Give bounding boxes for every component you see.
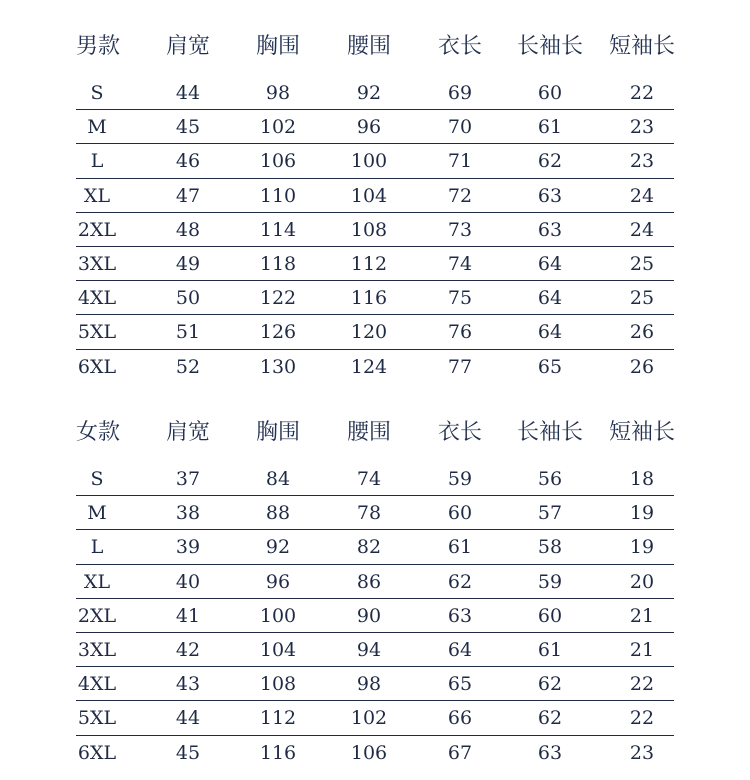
table-cell-long-sleeve: 60 <box>537 82 563 104</box>
table-cell-waist: 82 <box>356 536 382 559</box>
table-cell-waist: 96 <box>356 116 382 139</box>
men-header-short-sleeve: 短袖长 <box>608 34 675 59</box>
table-cell-length: 76 <box>447 321 473 344</box>
table-row <box>0 599 750 633</box>
table-cell-short-sleeve: 23 <box>629 150 655 173</box>
table-cell-shoulder: 44 <box>175 707 201 730</box>
table-cell-long-sleeve: 62 <box>537 707 563 730</box>
men-header-waist: 腰围 <box>346 34 391 59</box>
women-header-category: 女款 <box>75 420 120 445</box>
table-cell-waist: 124 <box>350 355 388 378</box>
table-cell-chest: 84 <box>265 468 291 490</box>
table-cell-size: XL <box>83 184 111 207</box>
table-cell-waist: 108 <box>350 218 388 241</box>
table-cell-long-sleeve: 62 <box>537 150 563 173</box>
table-cell-long-sleeve: 60 <box>537 604 563 627</box>
table-row <box>0 565 750 599</box>
table-cell-long-sleeve: 64 <box>537 287 563 310</box>
table-cell-long-sleeve: 63 <box>537 184 563 207</box>
table-cell-shoulder: 45 <box>175 116 201 139</box>
table-cell-shoulder: 46 <box>175 150 201 173</box>
table-row <box>0 462 750 496</box>
men-header-long-sleeve: 长袖长 <box>516 34 583 59</box>
table-cell-short-sleeve: 19 <box>629 502 655 525</box>
table-cell-waist: 86 <box>356 570 382 593</box>
table-cell-waist: 100 <box>350 150 388 173</box>
table-cell-shoulder: 51 <box>175 321 201 344</box>
table-cell-size: L <box>90 150 104 173</box>
women-header-shoulder: 肩宽 <box>165 420 210 445</box>
men-header-category: 男款 <box>75 34 120 59</box>
table-cell-shoulder: 40 <box>175 570 201 593</box>
table-cell-length: 64 <box>447 638 473 661</box>
table-cell-chest: 92 <box>265 536 291 559</box>
table-cell-long-sleeve: 65 <box>537 355 563 378</box>
table-cell-waist: 74 <box>356 468 382 490</box>
table-cell-shoulder: 38 <box>175 502 201 525</box>
table-cell-long-sleeve: 64 <box>537 321 563 344</box>
table-cell-length: 73 <box>447 218 473 241</box>
table-cell-chest: 104 <box>259 638 297 661</box>
women-header-long-sleeve: 长袖长 <box>516 420 583 445</box>
table-cell-waist: 106 <box>350 741 388 764</box>
table-cell-size: 4XL <box>77 287 117 310</box>
table-cell-shoulder: 48 <box>175 218 201 241</box>
table-cell-length: 74 <box>447 252 473 275</box>
table-cell-chest: 112 <box>259 707 297 730</box>
men-header-length: 衣长 <box>437 34 482 59</box>
table-row <box>0 76 750 110</box>
table-cell-short-sleeve: 19 <box>629 536 655 559</box>
table-cell-short-sleeve: 24 <box>629 184 655 207</box>
table-cell-size: S <box>90 82 104 104</box>
table-cell-long-sleeve: 58 <box>537 536 563 559</box>
table-cell-size: 3XL <box>77 252 117 275</box>
table-cell-short-sleeve: 20 <box>629 570 655 593</box>
table-cell-short-sleeve: 22 <box>629 673 655 696</box>
table-cell-chest: 118 <box>259 252 297 275</box>
table-cell-short-sleeve: 23 <box>629 741 655 764</box>
table-row <box>0 530 750 564</box>
table-cell-shoulder: 52 <box>175 355 201 378</box>
table-cell-length: 60 <box>447 502 473 525</box>
table-cell-waist: 90 <box>356 604 382 627</box>
table-cell-size: M <box>87 116 107 139</box>
table-cell-long-sleeve: 61 <box>537 638 563 661</box>
table-cell-length: 63 <box>447 604 473 627</box>
table-cell-length: 66 <box>447 707 473 730</box>
table-cell-chest: 106 <box>259 150 297 173</box>
men-table-body <box>0 76 750 384</box>
table-cell-waist: 78 <box>356 502 382 525</box>
table-cell-waist: 94 <box>356 638 382 661</box>
table-row <box>0 736 750 770</box>
table-cell-shoulder: 49 <box>175 252 201 275</box>
table-cell-length: 69 <box>447 82 473 104</box>
table-cell-chest: 108 <box>259 673 297 696</box>
table-cell-shoulder: 42 <box>175 638 201 661</box>
table-cell-short-sleeve: 18 <box>629 468 655 490</box>
table-row <box>0 667 750 701</box>
table-cell-shoulder: 37 <box>175 468 201 490</box>
table-cell-chest: 116 <box>259 741 297 764</box>
table-row <box>0 179 750 213</box>
table-cell-size: XL <box>83 570 111 593</box>
table-cell-size: 5XL <box>77 707 117 730</box>
table-cell-chest: 88 <box>265 502 291 525</box>
table-cell-chest: 114 <box>259 218 297 241</box>
table-cell-size: 2XL <box>77 218 117 241</box>
table-cell-chest: 126 <box>259 321 297 344</box>
table-cell-short-sleeve: 25 <box>629 287 655 310</box>
table-cell-short-sleeve: 22 <box>629 707 655 730</box>
table-cell-waist: 92 <box>356 82 382 104</box>
table-cell-length: 75 <box>447 287 473 310</box>
table-row <box>0 247 750 281</box>
table-cell-length: 77 <box>447 355 473 378</box>
table-cell-size: L <box>90 536 104 559</box>
table-row <box>0 633 750 667</box>
table-cell-size: 3XL <box>77 638 117 661</box>
table-row <box>0 281 750 315</box>
women-header-short-sleeve: 短袖长 <box>608 420 675 445</box>
men-header-shoulder: 肩宽 <box>165 34 210 59</box>
table-cell-size: 4XL <box>77 673 117 696</box>
table-cell-chest: 130 <box>259 355 297 378</box>
table-row <box>0 701 750 735</box>
table-cell-chest: 96 <box>265 570 291 593</box>
table-cell-length: 59 <box>447 468 473 490</box>
table-cell-shoulder: 41 <box>175 604 201 627</box>
table-cell-chest: 102 <box>259 116 297 139</box>
table-cell-short-sleeve: 24 <box>629 218 655 241</box>
table-cell-chest: 100 <box>259 604 297 627</box>
women-table-body <box>0 462 750 770</box>
table-cell-short-sleeve: 22 <box>629 82 655 104</box>
table-cell-long-sleeve: 62 <box>537 673 563 696</box>
women-header-chest: 胸围 <box>255 420 300 445</box>
table-cell-waist: 116 <box>350 287 388 310</box>
table-cell-chest: 98 <box>265 82 291 104</box>
table-cell-waist: 112 <box>350 252 388 275</box>
table-cell-size: 2XL <box>77 604 117 627</box>
table-row <box>0 350 750 384</box>
table-cell-shoulder: 44 <box>175 82 201 104</box>
table-cell-size: M <box>87 502 107 525</box>
men-header-chest: 胸围 <box>255 34 300 59</box>
women-header-length: 衣长 <box>437 420 482 445</box>
table-cell-length: 70 <box>447 116 473 139</box>
table-cell-shoulder: 50 <box>175 287 201 310</box>
table-cell-waist: 120 <box>350 321 388 344</box>
table-row <box>0 144 750 178</box>
table-cell-long-sleeve: 61 <box>537 116 563 139</box>
table-cell-chest: 122 <box>259 287 297 310</box>
table-cell-long-sleeve: 57 <box>537 502 563 525</box>
table-cell-short-sleeve: 23 <box>629 116 655 139</box>
table-cell-shoulder: 43 <box>175 673 201 696</box>
table-cell-length: 65 <box>447 673 473 696</box>
table-cell-size: 6XL <box>77 741 117 764</box>
table-cell-size: 5XL <box>77 321 117 344</box>
table-cell-long-sleeve: 56 <box>537 468 563 490</box>
table-cell-shoulder: 47 <box>175 184 201 207</box>
table-cell-length: 62 <box>447 570 473 593</box>
table-row <box>0 110 750 144</box>
table-cell-long-sleeve: 63 <box>537 218 563 241</box>
women-header-waist: 腰围 <box>346 420 391 445</box>
table-cell-length: 61 <box>447 536 473 559</box>
table-cell-short-sleeve: 26 <box>629 355 655 378</box>
table-cell-long-sleeve: 64 <box>537 252 563 275</box>
table-row <box>0 315 750 349</box>
table-cell-length: 71 <box>447 150 473 173</box>
table-row <box>0 496 750 530</box>
table-cell-length: 67 <box>447 741 473 764</box>
table-cell-short-sleeve: 21 <box>629 638 655 661</box>
men-header-row <box>0 28 750 66</box>
table-cell-short-sleeve: 25 <box>629 252 655 275</box>
table-cell-short-sleeve: 21 <box>629 604 655 627</box>
table-cell-shoulder: 45 <box>175 741 201 764</box>
table-cell-long-sleeve: 59 <box>537 570 563 593</box>
table-cell-shoulder: 39 <box>175 536 201 559</box>
women-header-row <box>0 414 750 452</box>
table-cell-waist: 102 <box>350 707 388 730</box>
table-cell-size: 6XL <box>77 355 117 378</box>
table-cell-waist: 104 <box>350 184 388 207</box>
table-cell-chest: 110 <box>259 184 297 207</box>
table-cell-length: 72 <box>447 184 473 207</box>
table-row <box>0 213 750 247</box>
table-cell-waist: 98 <box>356 673 382 696</box>
table-cell-size: S <box>90 468 104 490</box>
table-cell-short-sleeve: 26 <box>629 321 655 344</box>
table-cell-long-sleeve: 63 <box>537 741 563 764</box>
